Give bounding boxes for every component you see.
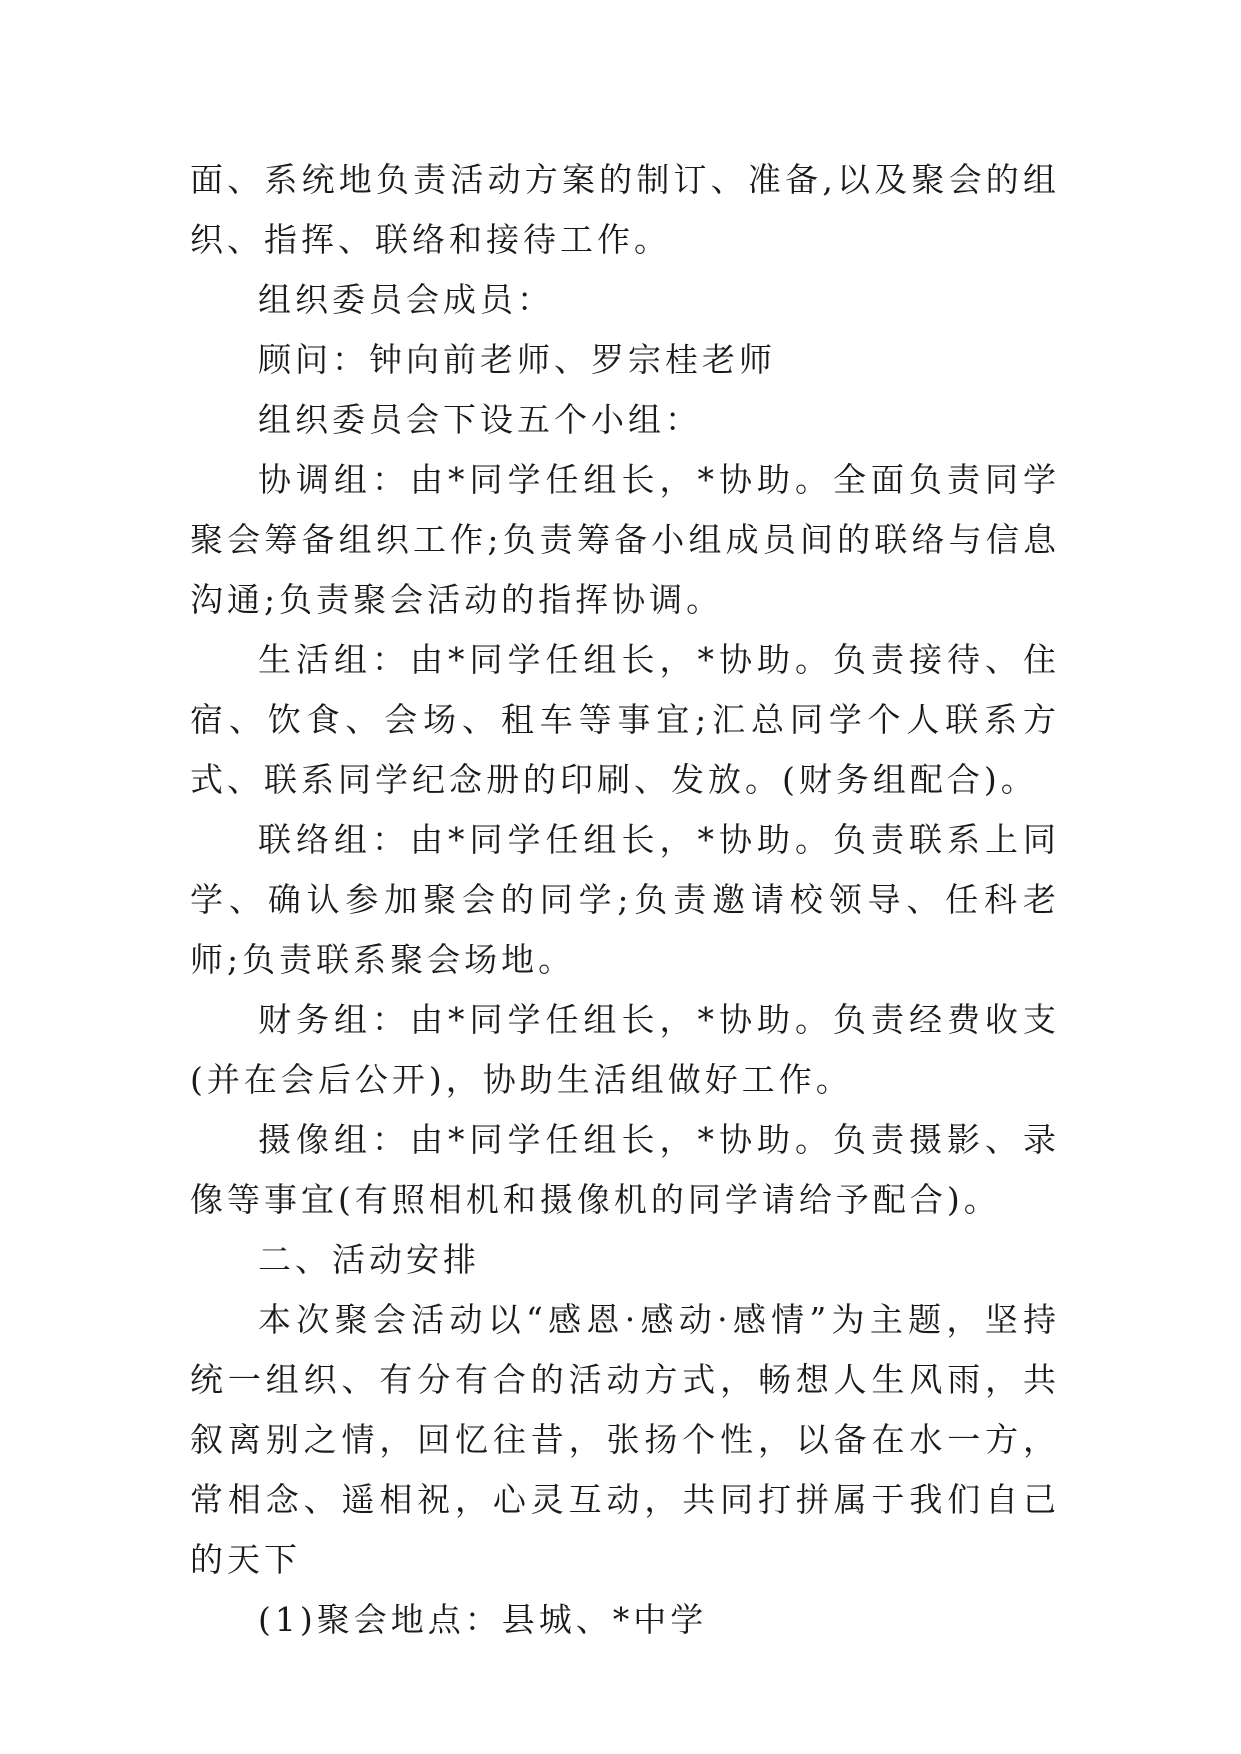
paragraph-venue: (1)聚会地点：县城、*中学 — [258, 1600, 708, 1639]
paragraph-committee-members-heading: 组织委员会成员： — [258, 280, 554, 319]
paragraph-logistics-group: 生活组：由*同学任组长，*协助。负责接待、住宿、饮食、会场、租车等事宜;汇总同学个人联系方式、联系同学纪念册的印刷、发放。(财务组配合)。 — [190, 640, 1060, 799]
section-heading-activity-arrangement: 二、活动安排 — [258, 1240, 480, 1279]
paragraph-continuation: 面、系统地负责活动方案的制订、准备,以及聚会的组织、指挥、联络和接待工作。 — [190, 160, 1060, 259]
paragraph-activity-theme: 本次聚会活动以“感恩·感动·感情”为主题，坚持统一组织、有分有合的活动方式，畅想人生风雨，共叙离别之情，回忆往昔，张扬个性，以备在水一方，常相念、遥相祝，心灵互动，共同打拼属于我们自己的天下 — [190, 1300, 1060, 1579]
paragraph-finance-group: 财务组：由*同学任组长，*协助。负责经费收支(并在会后公开)，协助生活组做好工作。 — [190, 1000, 1060, 1099]
paragraph-liaison-group: 联络组：由*同学任组长，*协助。负责联系上同学、确认参加聚会的同学;负责邀请校领导、任科老师;负责联系聚会场地。 — [190, 820, 1060, 979]
paragraph-advisors: 顾问：钟向前老师、罗宗桂老师 — [258, 340, 776, 379]
paragraph-coordination-group: 协调组：由*同学任组长，*协助。全面负责同学聚会筹备组织工作;负责筹备小组成员间的联络与信息沟通;负责聚会活动的指挥协调。 — [190, 460, 1060, 619]
paragraph-photography-group: 摄像组：由*同学任组长，*协助。负责摄影、录像等事宜(有照相机和摄像机的同学请给予配合)。 — [190, 1120, 1060, 1219]
document-body — [190, 150, 1060, 1650]
paragraph-subgroups-heading: 组织委员会下设五个小组： — [258, 400, 702, 439]
